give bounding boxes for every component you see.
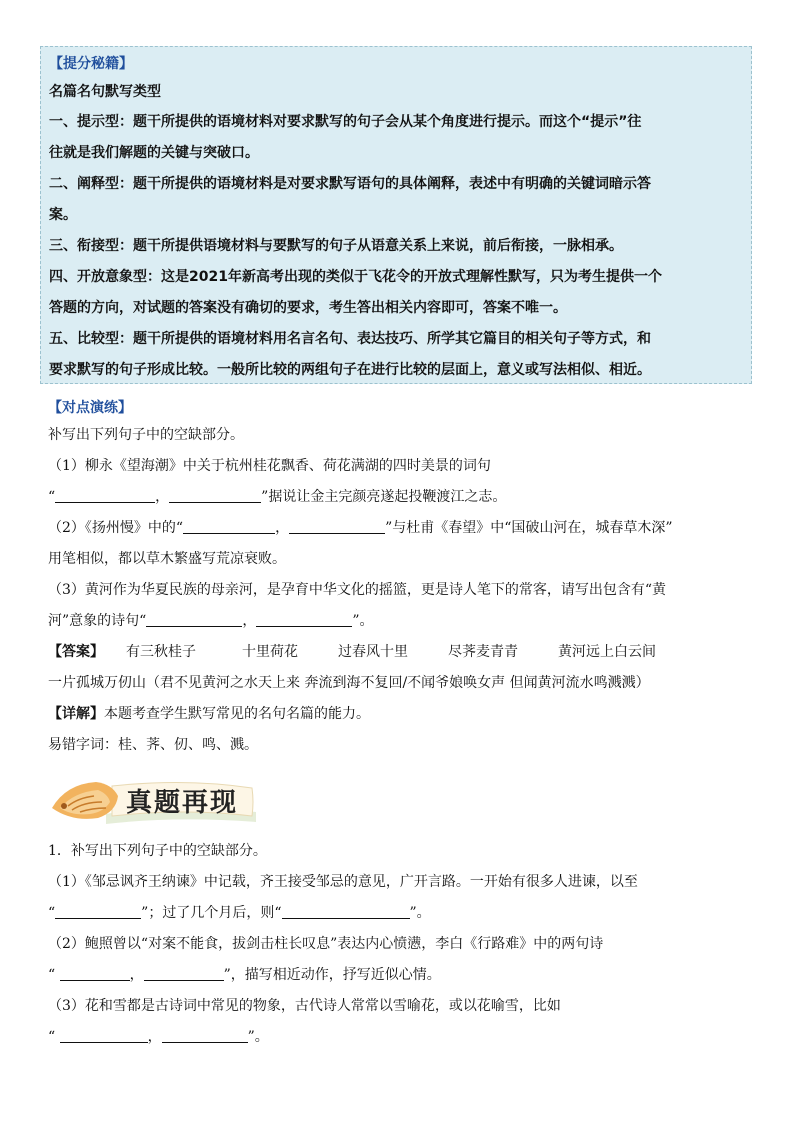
- real-question-2-blanks: “ ， ”，描写相近动作，抒写近似心情。: [48, 967, 441, 983]
- answer-item: 尽荠麦青青: [448, 644, 518, 660]
- answer-blank[interactable]: [60, 1028, 148, 1043]
- tips-box: [40, 46, 752, 384]
- real-exam-section: [48, 836, 758, 1053]
- section-banner: [46, 772, 262, 828]
- question-2-cont: 用笔相似，都以草木繁盛写荒凉衰败。: [48, 551, 286, 567]
- answer-blank[interactable]: [169, 488, 261, 503]
- detail-label: 【详解】: [48, 706, 104, 722]
- answer-line: [48, 637, 758, 668]
- answer-blank[interactable]: [144, 966, 224, 981]
- real-question-3-prompt: （3）花和雪都是古诗词中常见的物象，古代诗人常常以雪喻花，或以花喻雪，比如: [48, 998, 561, 1014]
- answer-blank[interactable]: [60, 966, 130, 981]
- question-1-prompt: （1）柳永《望海潮》中关于杭州桂花飘香、荷花满湖的四时美景的词句: [48, 458, 491, 474]
- real-question-1-prompt: （1）《邹忌讽齐王纳谏》中记载，齐王接受邹忌的意见，广开言路。一开始有很多人进谏，以至: [48, 874, 638, 890]
- answer-blank[interactable]: [55, 488, 155, 503]
- answer-line-2: 一片孤城万仞山（君不见黄河之水天上来 奔流到海不复回/不闻爷娘唤女声 但闻黄河流水鸣溅溅）: [48, 675, 650, 691]
- real-question-1-blanks: “ ”；过了几个月后，则“ ”。: [48, 905, 431, 921]
- question-2-prompt: （2）《扬州慢》中的“ ， ”与杜甫《春望》中“国破山河在，城春草木深”: [48, 520, 673, 536]
- question-3-prompt: （3）黄河作为华夏民族的母亲河，是孕育中华文化的摇篮，更是诗人笔下的常客，请写出包含有“黄: [48, 582, 667, 598]
- typo-line: 易错字词：桂、荠、仞、鸣、溅。: [48, 737, 258, 753]
- answer-blank[interactable]: [183, 519, 275, 534]
- tips-line: 案。: [49, 207, 77, 223]
- answer-item: 十里荷花: [242, 644, 298, 660]
- tips-line: 二、阐释型：题干所提供的语境材料是对要求默写语句的具体阐释，表述中有明确的关键词暗示答: [49, 176, 651, 192]
- answer-label: 【答案】: [48, 644, 104, 660]
- tips-line: 五、比较型：题干所提供的语境材料用名言名句、表达技巧、所学其它篇目的相关句子等方式，和: [49, 331, 651, 347]
- question-1-blanks: “ ， ”据说让金主完颜亮遂起投鞭渡江之志。: [48, 489, 507, 505]
- answer-item: 过春风十里: [338, 644, 408, 660]
- tips-subtitle: 名篇名句默写类型: [49, 84, 161, 100]
- question-3-blanks: 河”意象的诗句“ ， ”。: [48, 613, 374, 629]
- answer-blank[interactable]: [256, 612, 352, 627]
- practice-heading: 【对点演练】: [48, 400, 132, 416]
- answer-item: 有三秋桂子: [126, 644, 196, 660]
- real-question-2-prompt: （2）鲍照曾以“对案不能食，拔剑击柱长叹息”表达内心愤懑，李白《行路难》中的两句诗: [48, 936, 604, 952]
- tips-line: 三、衔接型：题干所提供语境材料与要默写的句子从语意关系上来说，前后衔接，一脉相承。: [49, 238, 623, 254]
- real-question-intro: 1．补写出下列句子中的空缺部分。: [48, 843, 267, 859]
- detail-line: 【详解】本题考查学生默写常见的名句名篇的能力。: [48, 706, 370, 722]
- answer-blank[interactable]: [55, 904, 141, 919]
- tips-line: 一、提示型：题干所提供的语境材料对要求默写的句子会从某个角度进行提示。而这个“提示”往: [49, 114, 642, 130]
- answer-blank[interactable]: [162, 1028, 248, 1043]
- tips-line: 往就是我们解题的关键与突破口。: [49, 145, 259, 161]
- tips-line: 答题的方向，对试题的答案没有确切的要求，考生答出相关内容即可，答案不唯一。: [49, 300, 567, 316]
- real-question-3-blanks: “ ， ”。: [48, 1029, 269, 1045]
- answer-blank[interactable]: [282, 904, 410, 919]
- tips-line: 要求默写的句子形成比较。一般所比较的两组句子在进行比较的层面上，意义或写法相似、相近。: [49, 362, 651, 378]
- tips-line: 四、开放意象型：这是2021年新高考出现的类似于飞花令的开放式理解性默写，只为考生提供一个: [49, 269, 662, 285]
- answer-blank[interactable]: [289, 519, 385, 534]
- conch-shell-icon: [52, 782, 118, 819]
- practice-instruction: 补写出下列句子中的空缺部分。: [48, 427, 244, 443]
- tips-heading: 【提分秘籍】: [49, 56, 133, 72]
- banner-title: 真题再现: [126, 788, 239, 818]
- answer-blank[interactable]: [146, 612, 242, 627]
- practice-section: [48, 396, 758, 761]
- answer-item: 黄河远上白云间: [558, 644, 656, 660]
